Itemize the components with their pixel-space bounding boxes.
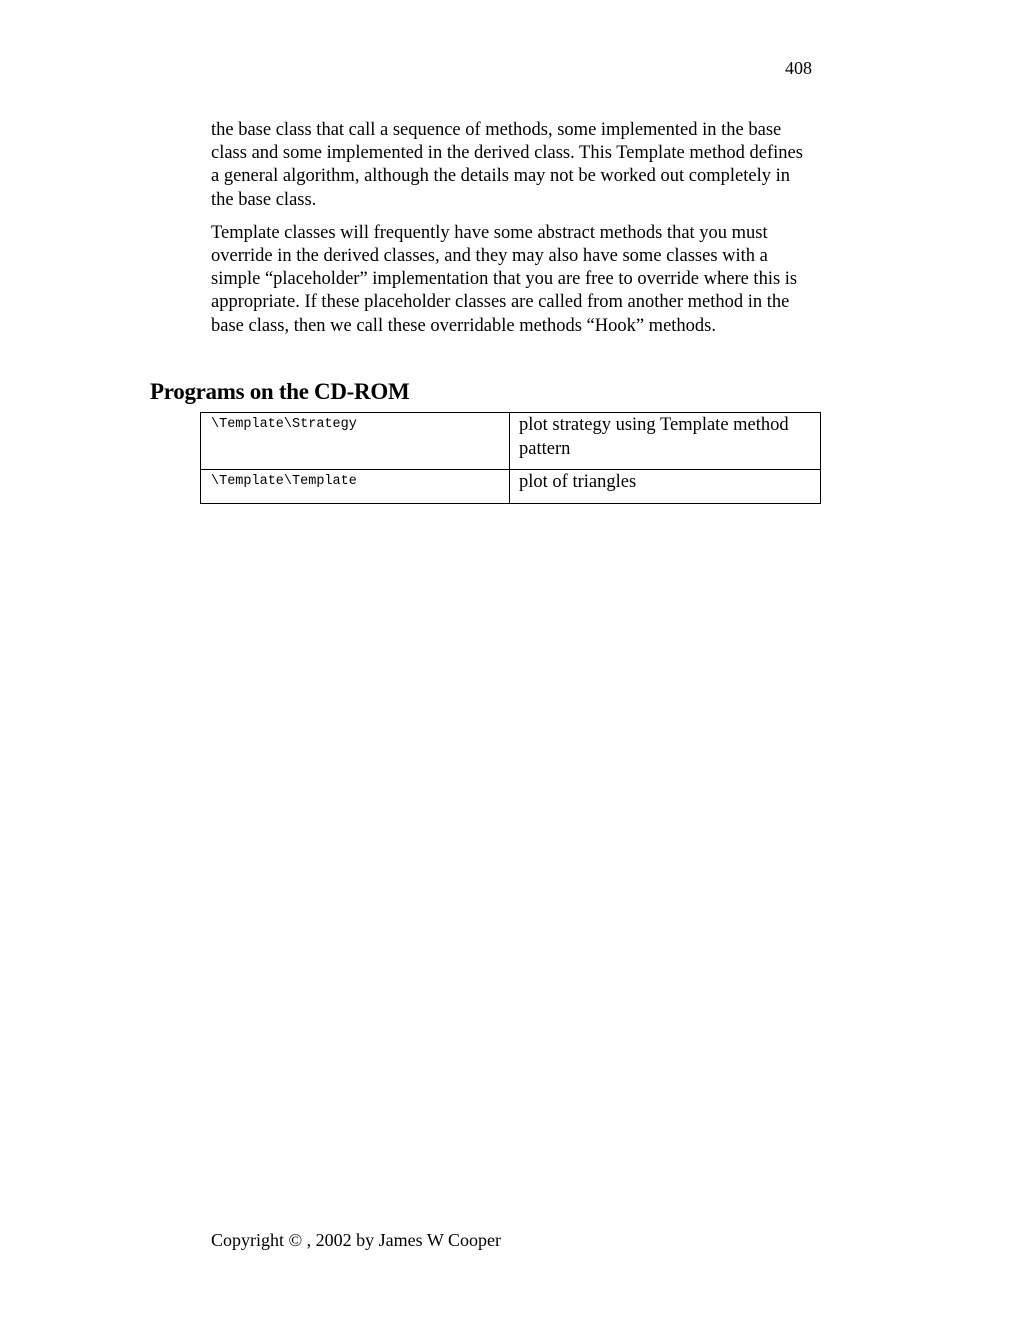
table-row	[201, 470, 821, 504]
page-number: 408	[785, 58, 812, 78]
body-text	[211, 119, 811, 348]
paragraph: Template classes will frequently have some abstract methods that you must override in the derived classes, and they may also have some classes with a simple “placeholder” implementation that you are free to override where this is appropriate. If these placeholder classes are called from another method in the base class, then we call these overridable methods “Hook” methods.	[211, 222, 798, 336]
program-description: plot strategy using Template method pattern	[510, 413, 821, 470]
program-description: plot of triangles	[510, 470, 821, 504]
table-row	[201, 413, 821, 470]
section-heading: Programs on the CD-ROM	[150, 379, 410, 404]
programs-table	[200, 412, 821, 504]
program-path: \Template\Strategy	[201, 413, 510, 470]
paragraph: the base class that call a sequence of methods, some implemented in the base class and some implemented in the derived class. This Template method defines a general algorithm, although the details may not be worked out completely in the base class.	[211, 120, 803, 210]
program-path: \Template\Template	[201, 470, 510, 504]
copyright-footer: Copyright © , 2002 by James W Cooper	[211, 1230, 501, 1250]
